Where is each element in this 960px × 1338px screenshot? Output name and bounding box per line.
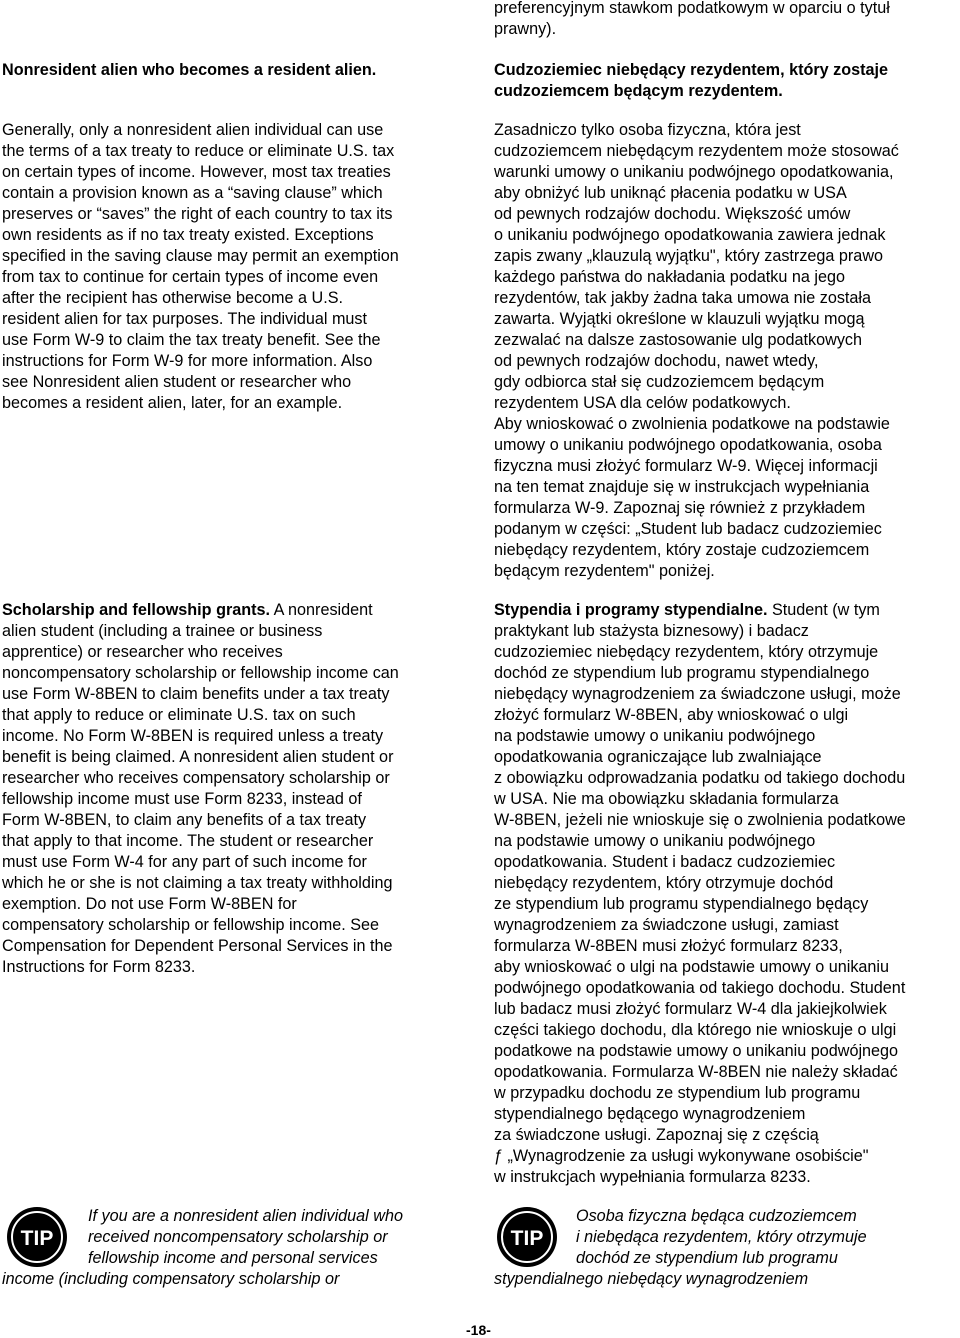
text-line: rezydentem USA dla celów podatkowych.	[494, 394, 791, 412]
heading-line: cudzoziemcem będącym rezydentem.	[494, 82, 783, 100]
text-line: fellowship income must use Form 8233, instead of	[2, 790, 362, 808]
text-line: stypendialnego niebędący wynagrodzeniem	[494, 1270, 809, 1288]
heading-line: Cudzoziemiec niebędący rezydentem, który zostaje	[494, 61, 889, 79]
text-line: za świadczone usługi. Zapoznaj się z częścią	[494, 1126, 819, 1144]
text-line: umowy o unikaniu podwójnego opodatkowania, osoba	[494, 436, 882, 454]
text-line: stypendialnego będącego wynagrodzeniem	[494, 1105, 806, 1123]
text-line: Aby wnioskować o zwolnienia podatkowe na podstawie	[494, 415, 890, 433]
text-line: cudzoziemcem niebędącym rezydentem może stosować	[494, 142, 899, 160]
text-line: benefit is being claimed. A nonresident alien student or	[2, 748, 394, 766]
inline-text: A nonresident	[270, 601, 373, 619]
text-line: use Form W-9 to claim the tax treaty benefit. See the	[2, 331, 381, 349]
tip-note-right	[494, 1206, 954, 1290]
tip-icon-label: TIP	[510, 1227, 544, 1250]
text-line: na podstawie umowy o unikaniu podwójnego	[494, 727, 816, 745]
text-line: preserves or “saves” the right of each country to tax its	[2, 205, 393, 223]
text-line: opodatkowania. Formularza W-8BEN nie należy składać	[494, 1063, 898, 1081]
text-line: after the recipient has otherwise become a U.S.	[2, 289, 344, 307]
text-line: own residents as if no tax treaty existed. Exceptions	[2, 226, 374, 244]
text-line: części takiego dochodu, dla którego nie wnioskuje o ulgi	[494, 1021, 897, 1039]
section-heading-rezydent	[494, 60, 888, 102]
text-line: Form W-8BEN, to claim any benefits of a tax treaty	[2, 811, 367, 829]
text-line: podanym w części: „Student lub badacz cudzoziemiec	[494, 520, 882, 538]
text-line: W-8BEN, jeżeli nie wnioskuje się o zwolnienia podatkowe	[494, 811, 906, 829]
text-line: na ten temat znajduje się w instrukcjach wypełniania	[494, 478, 870, 496]
text-line: that apply to reduce or eliminate U.S. tax on such	[2, 706, 356, 724]
text-line: zezwalać na dalsze zastosowanie ulg podatkowych	[494, 331, 863, 349]
text-line: będącym rezydentem" poniżej.	[494, 562, 715, 580]
paragraph-klauzula-wyjatku	[494, 120, 899, 582]
text-line: on certain types of income. However, most tax treaties	[2, 163, 391, 181]
text-line: aby wnioskować o ulgi na podstawie umowy o unikaniu	[494, 958, 890, 976]
text-line: o unikaniu podwójnego opodatkowania zawiera jednak	[494, 226, 886, 244]
inline-heading: Scholarship and fellowship grants.	[2, 601, 271, 619]
text-line: from tax to continue for certain types of income even	[2, 268, 379, 286]
text-line: resident alien for tax purposes. The individual must	[2, 310, 368, 328]
text-line: ze stypendium lub programu stypendialnego będący	[494, 895, 869, 913]
text-line: praktykant lub stażysta biznesowy) i badacz	[494, 622, 809, 640]
text-line: zapis zwany „klauzulą wyjątku", który zastrzega prawo	[494, 247, 884, 265]
text-line: ƒ „Wynagrodzenie za usługi wykonywane osobiście"	[494, 1147, 869, 1165]
text-line: niebędący rezydentem, który zostaje cudzoziemcem	[494, 541, 870, 559]
text-line: formularza W-8BEN musi złożyć formularz 8233,	[494, 937, 843, 955]
text-line: Osoba fizyczna będąca cudzoziemcem	[576, 1207, 857, 1225]
text-line: must use Form W-4 for any part of such income for	[2, 853, 367, 871]
text-line: na podstawie umowy o unikaniu podwójnego	[494, 832, 816, 850]
text-line: opodatkowania. Student i badacz cudzoziemiec	[494, 853, 836, 871]
text-line: z obowiązku odprowadzania podatku od takiego dochodu	[494, 769, 906, 787]
text-line: gdy odbiorca stał się cudzoziemcem będącym	[494, 373, 825, 391]
text-line: Instructions for Form 8233.	[2, 958, 196, 976]
paragraph-saving-clause	[2, 120, 399, 414]
text-line: rezydentów, tak jakby żadna taka umowa nie została	[494, 289, 872, 307]
text-line: od pewnych rodzajów dochodu, nawet wtedy,	[494, 352, 819, 370]
tip-icon-label: TIP	[20, 1227, 54, 1250]
text-line: w przypadku dochodu ze stypendium lub programu	[494, 1084, 861, 1102]
text-line: income. No Form W-8BEN is required unless a treaty	[2, 727, 384, 745]
right-top-continuation	[494, 0, 890, 40]
text-line: the terms of a tax treaty to reduce or eliminate U.S. tax	[2, 142, 395, 160]
page-number: -18-	[466, 1322, 491, 1338]
text-line: specified in the saving clause may permit an exemption	[2, 247, 399, 265]
text-line: see Nonresident alien student or researcher who	[2, 373, 352, 391]
text-line: od pewnych rodzajów dochodu. Większość umów	[494, 205, 851, 223]
paragraph-stypendia	[494, 600, 906, 1188]
paragraph-scholarship	[2, 600, 399, 978]
section-heading-resident-alien: Nonresident alien who becomes a resident alien.	[2, 61, 377, 79]
text-line: warunki umowy o unikaniu podwójnego opodatkowania,	[494, 163, 894, 181]
text-line: podatkowe na podstawie umowy o unikaniu podwójnego	[494, 1042, 899, 1060]
text-line: exemption. Do not use Form W-8BEN for	[2, 895, 297, 913]
text-line: which he or she is not claiming a tax treaty withholding	[2, 874, 393, 892]
text-line: Generally, only a nonresident alien individual can use	[2, 121, 384, 139]
text-line: lub badacz musi złożyć formularz W-4 dla jakiejkolwiek	[494, 1000, 887, 1018]
text-line: niebędący rezydentem, który otrzymuje dochód	[494, 874, 834, 892]
text-line: złożyć formularz W-8BEN, aby wnioskować o ulgi	[494, 706, 849, 724]
text-line: w instrukcjach wypełniania formularza 8233.	[494, 1168, 811, 1186]
text-line: instructions for Form W-9 for more information. Also	[2, 352, 373, 370]
text-line: researcher who receives compensatory scholarship or	[2, 769, 390, 787]
text-line: dochód ze stypendium lub programu	[576, 1249, 838, 1267]
text-line: becomes a resident alien, later, for an example.	[2, 394, 343, 412]
text-line: formularza W-9. Zapoznaj się również z przykładem	[494, 499, 866, 517]
text-line: niebędący wynagrodzeniem za świadczone usługi, może	[494, 685, 901, 703]
text-line: w USA. Nie ma obowiązku składania formularza	[494, 790, 839, 808]
text-line: alien student (including a trainee or business	[2, 622, 323, 640]
text-line: wynagrodzeniem za świadczone usługi, zamiast	[494, 916, 839, 934]
text-line-first	[2, 600, 399, 621]
text-line: income (including compensatory scholarship or	[2, 1270, 340, 1288]
text-line: contain a provision known as a “saving clause” which	[2, 184, 383, 202]
text-line: noncompensatory scholarship or fellowship income can	[2, 664, 399, 682]
text-line: podwójnego opodatkowania od takiego dochodu. Student	[494, 979, 906, 997]
text-line-first	[494, 600, 906, 621]
text-line: apprentice) or researcher who receives	[2, 643, 283, 661]
text-line: received noncompensatory scholarship or	[88, 1228, 388, 1246]
inline-heading: Stypendia i programy stypendialne.	[494, 601, 768, 619]
text-line: każdego państwa do nakładania podatku na jego	[494, 268, 846, 286]
text-line: preferencyjnym stawkom podatkowym w oparciu o tytuł	[494, 0, 890, 17]
text-line: prawny).	[494, 20, 557, 38]
text-line: i niebędąca rezydentem, który otrzymuje	[576, 1228, 867, 1246]
text-line: that apply to that income. The student or researcher	[2, 832, 374, 850]
text-line: cudzoziemiec niebędący rezydentem, który otrzymuje	[494, 643, 879, 661]
text-line: fellowship income and personal services	[88, 1249, 378, 1267]
text-line: Compensation for Dependent Personal Services in the	[2, 937, 393, 955]
inline-text: Student (w tym	[767, 601, 880, 619]
text-line: compensatory scholarship or fellowship income. See	[2, 916, 379, 934]
text-line: use Form W-8BEN to claim benefits under a tax treaty	[2, 685, 390, 703]
text-line: If you are a nonresident alien individual who	[88, 1207, 403, 1225]
text-line: fizyczna musi złożyć formularz W-9. Więcej informacji	[494, 457, 878, 475]
text-line: dochód ze stypendium lub programu stypendialnego	[494, 664, 870, 682]
text-line: opodatkowania ograniczające lub zwalniające	[494, 748, 822, 766]
text-line: Zasadniczo tylko osoba fizyczna, która jest	[494, 121, 801, 139]
tip-note-left	[0, 1206, 480, 1290]
text-line: aby obniżyć lub uniknąć płacenia podatku w USA	[494, 184, 847, 202]
text-line: zawarta. Wyjątki określone w klauzuli wyjątku mogą	[494, 310, 865, 328]
